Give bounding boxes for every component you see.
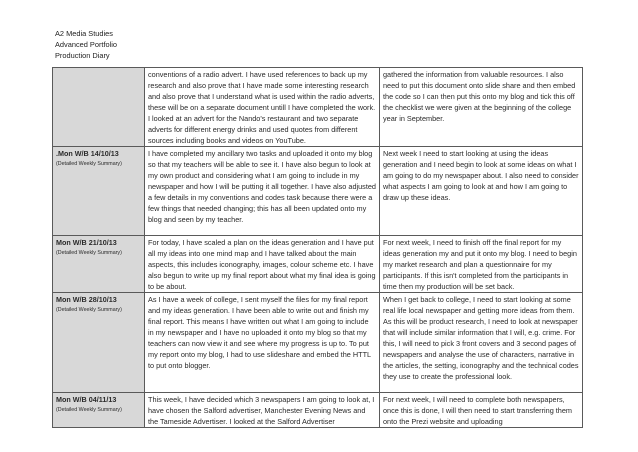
this-week-cell: This week, I have decided which 3 newspapers I am going to look at, I have chosen the Salford advertiser, Manchester Evening News and the Tameside Advertiser. I looked at the Salford Advertiser	[145, 393, 380, 428]
next-week-cell: For next week, I will need to complete both newspapers, once this is done, I will then need to start transferring them onto the Prezi website and uploading	[380, 393, 583, 428]
this-week-cell: conventions of a radio advert. I have used references to back up my research and also prove that I have made some interesting research and also prove that I understand what is used within the radio adverts, these will be on a separate document untill I have completed the work. I looked at an advert for the Nando's restaurant and two separate adverts for different energy drinks and used quotes from different sources including books and videos on YouTube.	[145, 68, 380, 147]
week-label: .Mon W/B 14/10/13	[56, 149, 119, 158]
table-row	[53, 68, 583, 147]
header-course: A2 Media Studies	[55, 29, 113, 38]
week-label-cell	[53, 68, 145, 147]
week-subtitle: (Detailed Weekly Summary)	[56, 307, 122, 313]
this-week-cell: For today, I have scaled a plan on the ideas generation and I have put all my ideas into one mind map and I have talked about the main aspects, this includes iconography, images, colour scheme etc. I have also begun to write up my final report about what my final idea is going to be about.	[145, 236, 380, 293]
week-subtitle: (Detailed Weekly Summary)	[56, 407, 122, 413]
this-week-cell: I have completed my ancillary two tasks and uploaded it onto my blog so that my teachers will be able to see it. I have also begun to look at my own product and considering what I am going to include in my newspaper and how I will be putting it all together. I have also adjusted a few details in my conventions and codes task because there were a few things that needed changing; this has all been updated onto my blog and seen by my teacher.	[145, 147, 380, 236]
next-week-cell: gathered the information from valuable resources. I also need to put this document onto slide share and then embed the code so I can then put this onto my blog and tick this off the checklist we were given at the beginning of the college year in September.	[380, 68, 583, 147]
this-week-cell: As I have a week of college, I sent myself the files for my final report and my ideas generation. I have been able to write out and finish my final report. This means I have written out what I am going to include in my newspaper and I have no uploaded it onto my blog so that my teachers can now view it and see where my progress is up to. To put my report onto my blog, I had to use slideshare and embed the HTTL to put onto blogger.	[145, 293, 380, 393]
next-week-cell: Next week I need to start looking at using the ideas generation and I need begin to look at some ideas on what I am going to do my newspaper about. I also need to consider what aspects I am going to look at and how I am going to draw up these ideas.	[380, 147, 583, 236]
next-week-cell: When I get back to college, I need to start looking at some real life local newspaper and getting more ideas from them. As this will be product research, I need to look at newspaper that will include similar information that I will, e.g. crime. For this, I will need to pick 3 front covers and 3 second pages of newspapers and analyse the use of characters, narrative in the articles, the setting, iconography and the technical codes they use to create the professional look.	[380, 293, 583, 393]
week-subtitle: (Detailed Weekly Summary)	[56, 161, 122, 167]
next-week-cell: For next week, I need to finish off the final report for my ideas generation my and put it onto my blog. I need to begin my market research and plan a questionnaire for my participants. If this isn't completed from the participants in time then my production will be set back.	[380, 236, 583, 293]
table-row	[53, 236, 583, 293]
header-portfolio: Advanced Portfolio	[55, 40, 118, 50]
week-label: Mon W/B 28/10/13	[56, 295, 117, 304]
production-diary-table	[52, 67, 583, 428]
week-label-cell	[53, 147, 145, 236]
table-row	[53, 147, 583, 236]
week-label-cell	[53, 236, 145, 293]
table-row	[53, 293, 583, 393]
week-label: Mon W/B 04/11/13	[56, 395, 117, 404]
header-diary-title: Production Diary	[55, 51, 110, 61]
week-label-cell	[53, 393, 145, 428]
week-subtitle: (Detailed Weekly Summary)	[56, 250, 122, 256]
document-header	[55, 28, 117, 62]
week-label: Mon W/B 21/10/13	[56, 238, 117, 247]
table-row	[53, 393, 583, 428]
week-label-cell	[53, 293, 145, 393]
